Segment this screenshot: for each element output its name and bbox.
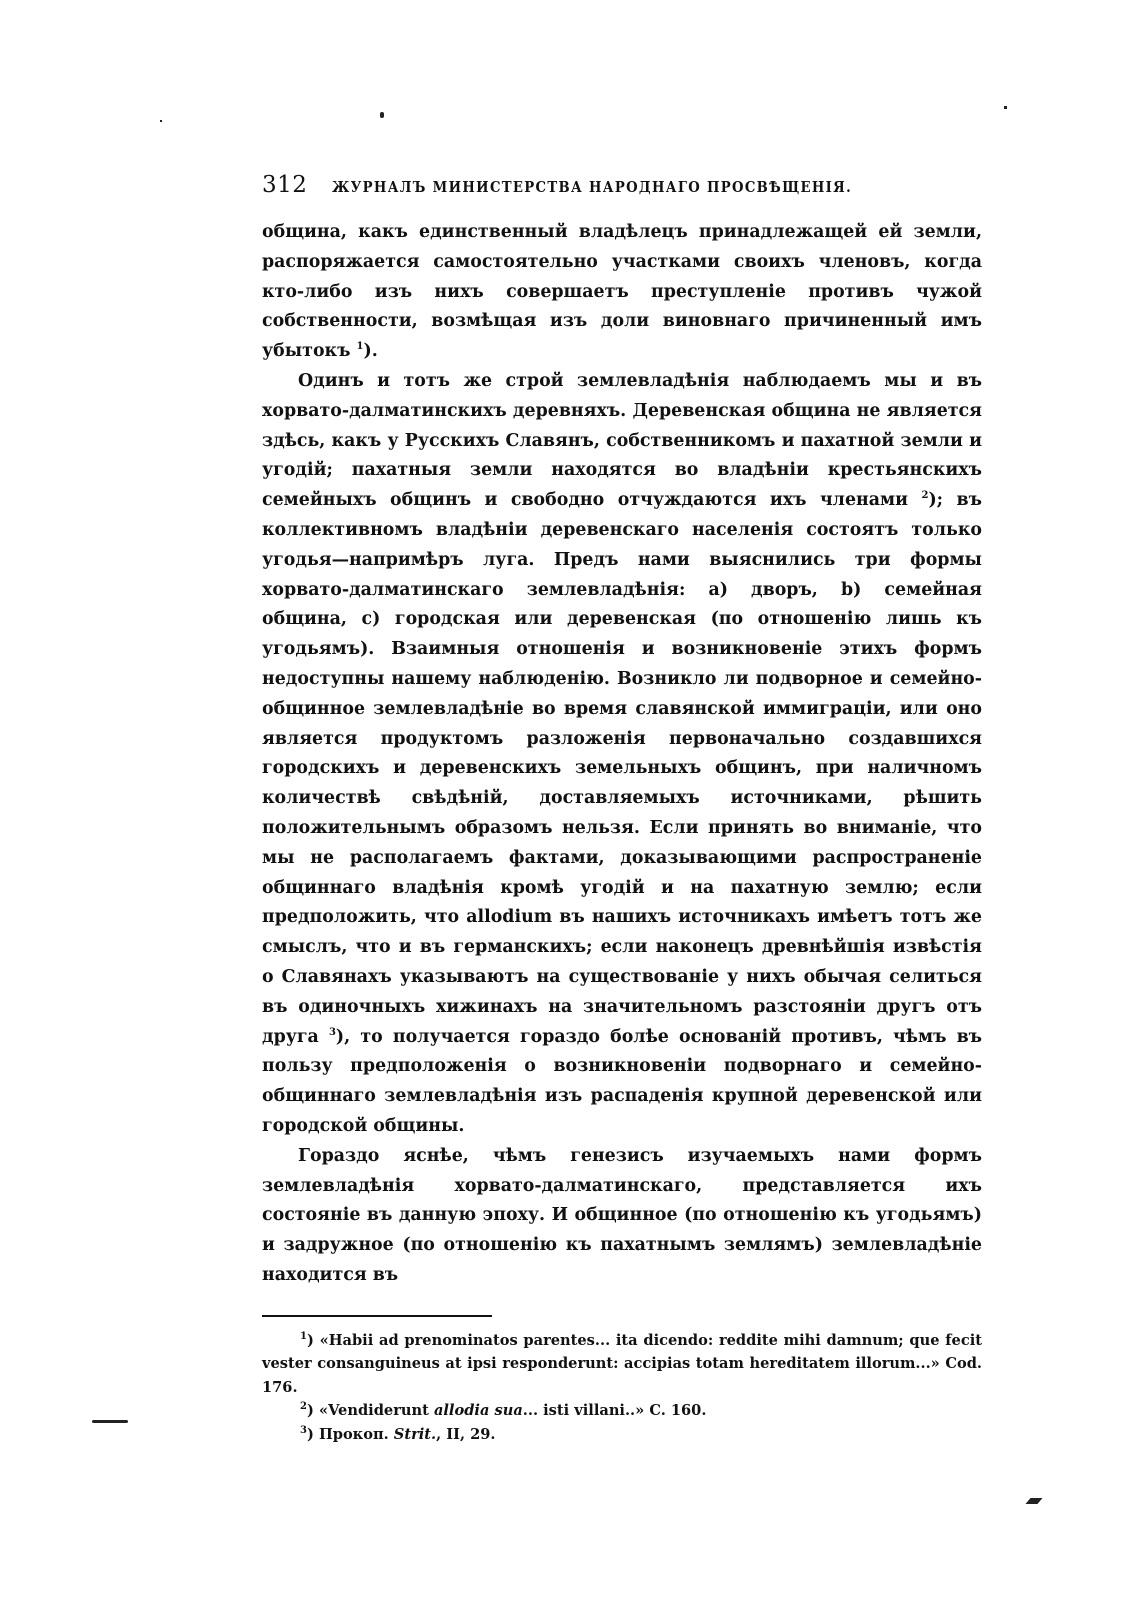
- footnote-ref-3: 3: [328, 1026, 336, 1038]
- footnote-3: [262, 1423, 982, 1447]
- footnote-text: ) «Habii ad prenominatos parentes... ita dicendo: reddite mihi damnum; que fecit vester consanguineus at ipsi responderunt: accipias totam hereditatem illorum...» Cod. 176.: [262, 1331, 982, 1396]
- footnote-text: , II, 29.: [436, 1425, 496, 1443]
- document-page: [262, 172, 982, 1446]
- paragraph-text: ).: [363, 341, 378, 362]
- footnote-ref-1: 1: [356, 341, 364, 353]
- body-text: [262, 218, 982, 1291]
- footnote-italic: Strit.: [393, 1425, 437, 1443]
- scan-artifact: [160, 120, 162, 122]
- footnote-2: [262, 1399, 982, 1423]
- paragraph-text: ), то получается гораздо болѣе основаній противъ, чѣмъ въ пользу предположенія о возникновеніи подворнаго и семейно-общиннаго землевладѣнія изъ распаденія крупной деревенской или городской общины.: [262, 1026, 982, 1136]
- paragraph-3: [262, 1142, 982, 1291]
- footnote-italic: allodia sua: [433, 1402, 523, 1420]
- paragraph-text: Одинъ и тотъ же строй землевладѣнія наблюдаемъ мы и въ хорвато-далматинскихъ деревняхъ. Деревенская община не является здѣсь, какъ у Русскихъ Славянъ, собственникомъ и пахатной земли и угодій; пахатныя земли находятся во владѣніи крестьянскихъ семейныхъ общинъ и свободно отчуждаются ихъ членами: [262, 370, 982, 511]
- footnote-text: ) Прокоп.: [306, 1425, 394, 1443]
- footnote-marker: 3: [300, 1424, 307, 1436]
- page-number: 312: [262, 172, 308, 198]
- paragraph-text: ); въ коллективномъ владѣніи деревенскаго населенія состоятъ только угодья—напримѣръ луга. Предъ нами выяснились три формы хорвато-далматинскаго землевладѣнія: a) дворъ, b) семейная община, c) городская или деревенская (по отношенію лишь къ угодьямъ). Взаимныя отношенія и возникновеніе этихъ формъ недоступны нашему наблюденію. Возникло ли подворное и семейно-общинное землевладѣніе во время славянской иммиграціи, или оно является продуктомъ разложенія первоначально создавшихся городскихъ и деревенскихъ земельныхъ общинъ, при наличномъ количествѣ свѣдѣній, доставляемыхъ источниками, рѣшить положительнымъ образомъ нельзя. Если принять во вниманіе, что мы не располагаемъ фактами, доказывающими распространеніе общиннаго владѣнія кромѣ угодій и на пахатную землю; если предположить, что allodium въ нашихъ источникахъ имѣетъ тотъ же смыслъ, что и въ германскихъ; если наконецъ древнѣйшія извѣстія о Славянахъ указываютъ на существованіе у нихъ обычая селиться въ одиночныхъ хижинахъ на значительномъ разстояніи другъ отъ друга: [262, 490, 982, 1047]
- paragraph-1: [262, 218, 982, 367]
- running-head: [262, 172, 982, 202]
- footnote-divider: [262, 1315, 492, 1317]
- footnote-1: [262, 1329, 982, 1400]
- paragraph-text: община, какъ единственный владѣлецъ принадлежащей ей земли, распоряжается самостоятельно участками своихъ членовъ, когда кто-либо изъ нихъ совершаетъ преступленіе противъ чужой собственности, возмѣщая изъ доли виновнаго причиненный имъ убытокъ: [262, 222, 982, 362]
- footnote-text: ) «Vendiderunt: [306, 1402, 434, 1420]
- journal-title: ЖУРНАЛЪ МИНИСТЕРСТВА НАРОДНАГО ПРОСВѢЩЕНІЯ.: [332, 178, 853, 196]
- footnotes: [262, 1329, 982, 1447]
- scan-artifact: [1025, 1498, 1042, 1504]
- footnote-marker: 2: [300, 1401, 307, 1413]
- paragraph-text: Гораздо яснѣе, чѣмъ генезисъ изучаемыхъ нами формъ землевладѣнія хорвато-далматинскаго, представляется ихъ состояніе въ данную эпоху. И общинное (по отношенію къ угодьямъ) и задружное (по отношенію къ пахатнымъ землямъ) землевладѣніе находится въ: [262, 1145, 982, 1285]
- footnote-text: ... isti villani..» C. 160.: [522, 1402, 707, 1420]
- footnote-marker: 1: [300, 1330, 307, 1342]
- footnote-ref-2: 2: [921, 490, 929, 502]
- scan-artifact: [380, 112, 384, 118]
- scan-artifact: [1004, 106, 1007, 109]
- paragraph-2: [262, 367, 982, 1142]
- scan-artifact: [92, 1420, 128, 1423]
